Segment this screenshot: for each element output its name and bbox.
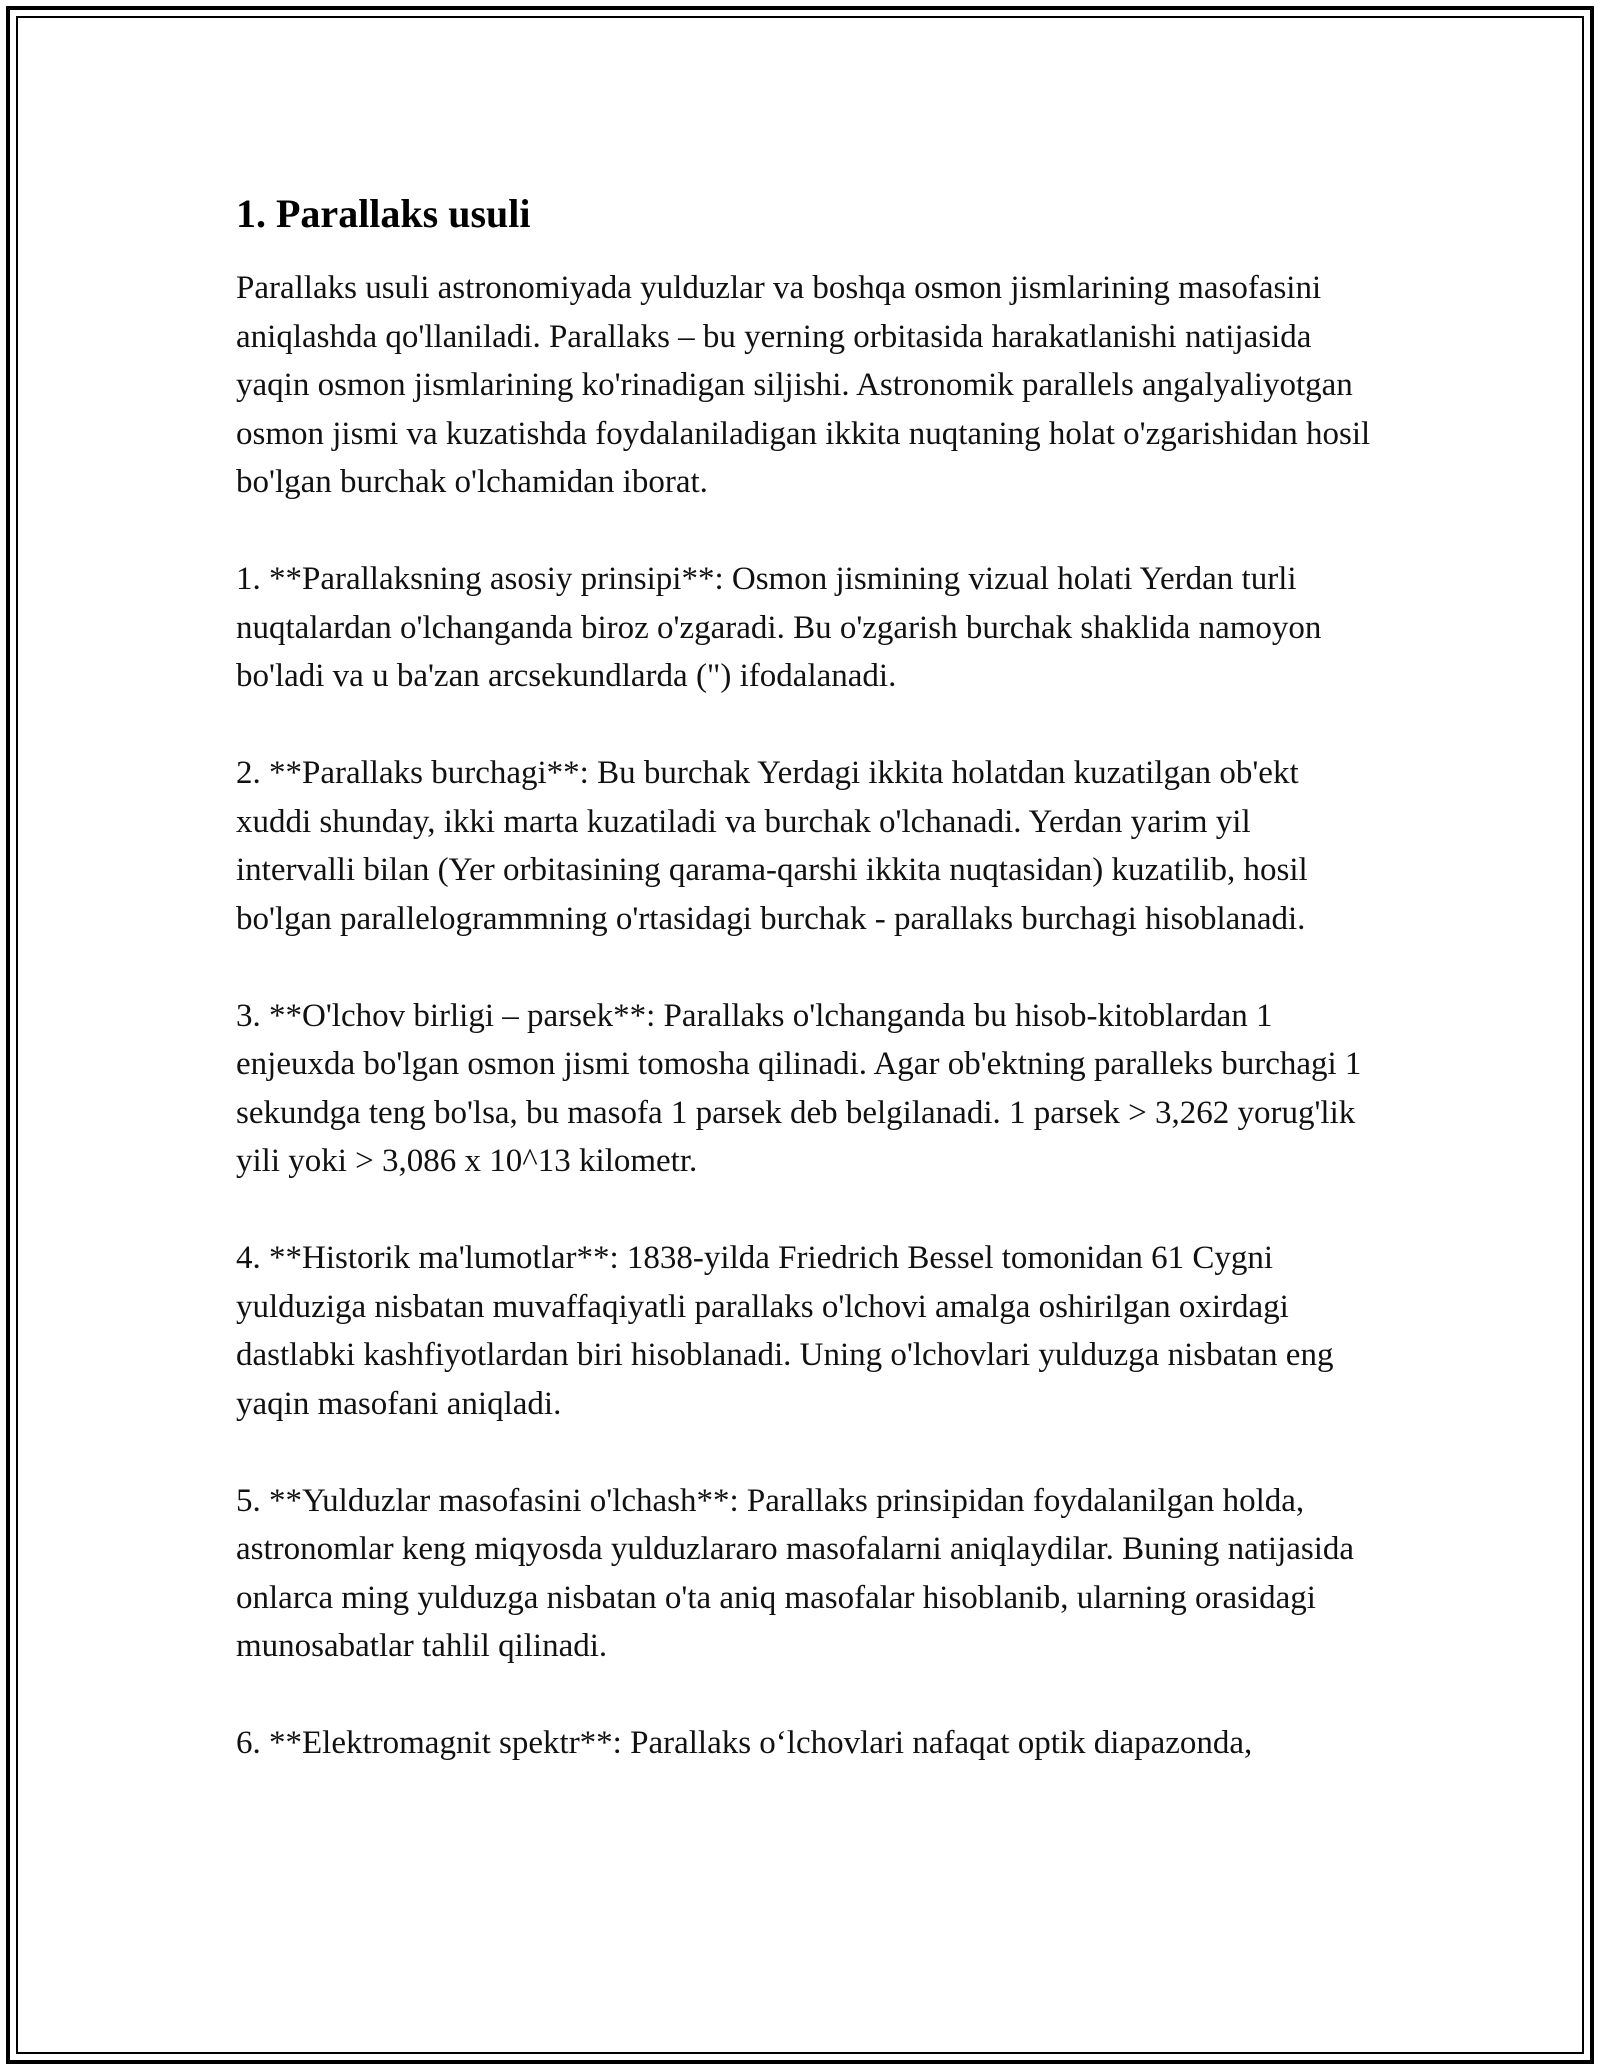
document-body <box>236 188 1376 1816</box>
list-item-2: 2. **Parallaks burchagi**: Bu burchak Yerdagi ikkita holatdan kuzatilgan ob'ekt xuddi shunday, ikki marta kuzatiladi va burchak o'lchanadi. Yerdan yarim yil intervalli bilan (Yer orbitasining qarama-qarshi ikkita nuqtasidan) kuzatilib, hosil bo'lgan parallelogrammning o'rtasidagi burchak - parallaks burchagi hisoblanadi. <box>236 755 1308 937</box>
list-item-6: 6. **Elektromagnit spektr**: Parallaks oʻlchovlari nafaqat optik diapazonda, <box>236 1725 1253 1761</box>
list-item-3: 3. **O'lchov birligi – parsek**: Parallaks o'lchanganda bu hisob-kitoblardan 1 enjeuxda bo'lgan osmon jismi tomosha qilinadi. Agar ob'ektning paralleks burchagi 1 sekundga teng bo'lsa, bu masofa 1 parsek deb belgilanadi. 1 parsek > 3,262 yorug'lik yili yoki > 3,086 x 10^13 kilometr. <box>236 997 1362 1179</box>
intro-paragraph: Parallaks usuli astronomiyada yulduzlar va boshqa osmon jismlarining masofasini aniqlashda qo'llaniladi. Parallaks – bu yerning orbitasida harakatlanishi natijasida yaqin osmon jismlarining ko'rinadigan siljishi. Astronomik parallels angalyaliyotgan osmon jismi va kuzatishda foydalaniladigan ikkita nuqtaning holat o'zgarishidan hosil bo'lgan burchak o'lchamidan iborat. <box>236 270 1371 500</box>
list-item-5: 5. **Yulduzlar masofasini o'lchash**: Parallaks prinsipidan foydalanilgan holda, astronomlar keng miqyosda yulduzlararo masofalarni aniqlaydilar. Buning natijasida onlarca ming yulduzga nisbatan o'ta aniq masofalar hisoblanib, ularning orasidagi munosabatlar tahlil qilinadi. <box>236 1482 1355 1664</box>
section-heading: 1. Parallaks usuli <box>236 191 531 236</box>
list-item-4: 4. **Historik ma'lumotlar**: 1838-yilda Friedrich Bessel tomonidan 61 Cygni yulduziga nisbatan muvaffaqiyatli parallaks o'lchovi amalga oshirilgan oxirdagi dastlabki kashfiyotlardan biri hisoblanadi. Uning o'lchovlari yulduzga nisbatan eng yaqin masofani aniqladi. <box>236 1240 1334 1422</box>
list-item-1: 1. **Parallaksning asosiy prinsipi**: Osmon jismining vizual holati Yerdan turli nuqtalardan o'lchanganda biroz o'zgaradi. Bu o'zgarish burchak shaklida namoyon bo'ladi va u ba'zan arcsekundlarda (") ifodalanadi. <box>236 561 1322 694</box>
